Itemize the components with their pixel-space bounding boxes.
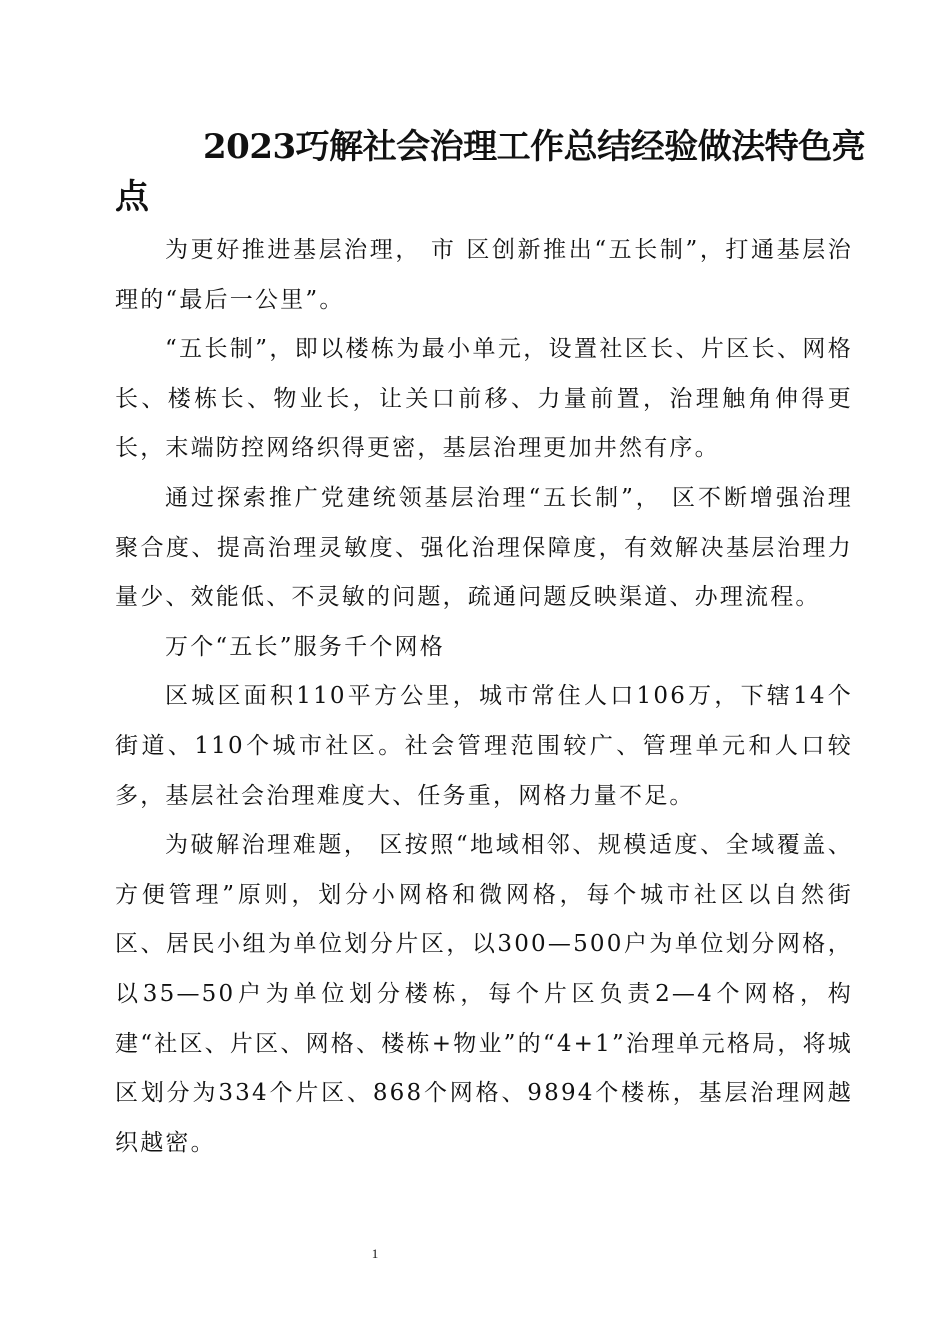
document-body [115, 226, 853, 1168]
document-title: 2023巧解社会治理工作总结经验做法特色亮点 [115, 127, 866, 217]
paragraph-definition: “五长制”，即以楼栋为最小单元，设置社区长、片区长、网格长、楼栋长、物业长，让关口前移、力量前置，治理触角伸得更长，末端防控网络织得更密，基层治理更加井然有序。 [115, 336, 853, 462]
paragraph-intro: 为更好推进基层治理， 市 区创新推出“五长制”，打通基层治理的“最后一公里”。 [115, 237, 853, 313]
paragraph-effects: 通过探索推广党建统领基层治理“五长制”， 区不断增强治理聚合度、提高治理灵敏度、强化治理保障度，有效解决基层治理力量少、效能低、不灵敏的问题，疏通问题反映渠道、办理流程。 [115, 484, 853, 611]
section-heading: 万个“五长”服务千个网格 [165, 633, 445, 660]
paragraph-background: 区城区面积110平方公里，城市常住人口106万，下辖14个街道、110个城市社区。社会管理范围较广、管理单元和人口较多，基层社会治理难度大、任务重，网格力量不足。 [115, 683, 853, 809]
page-number: 1 [371, 1246, 379, 1261]
paragraph-grid-division: 为破解治理难题， 区按照“地域相邻、规模适度、全域覆盖、方便管理”原则，划分小网格和微网格，每个城市社区以自然街区、居民小组为单位划分片区，以300—500户为单位划分网格，以35—50户为单位划分楼栋，每个片区负责2—4个网格，构建“社区、片区、网格、楼栋+物业”的“4+1”治理单元格局，将城区划分为334个片区、868个网格、9894个楼栋，基层治理网越织越密。 [115, 832, 853, 1156]
